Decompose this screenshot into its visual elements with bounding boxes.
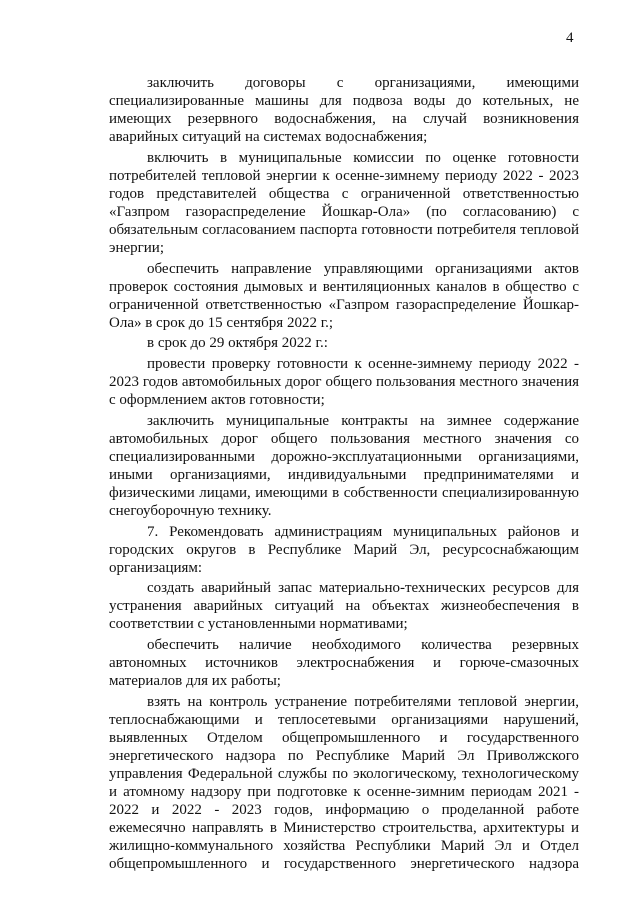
paragraph: провести проверку готовности к осенне-зимнему периоду 2022 - 2023 годов автомобильных дорог общего пользования местного значения с оформлением актов готовности; — [109, 355, 579, 409]
paragraph: создать аварийный запас материально-технических ресурсов для устранения аварийных ситуаций на объектах жизнеобеспечения в соответствии с установленными нормативами; — [109, 580, 579, 633]
page-number: 4 — [566, 30, 574, 46]
paragraph: заключить договоры с организациями, имеющими специализированные машины для подвоза воды до котельных, не имеющих резервного водоснабжения, на случай возникновения аварийных ситуаций на системах водоснабжения; — [109, 75, 579, 146]
paragraph: обеспечить наличие необходимого количества резервных автономных источников электроснабжения и горюче-смазочных материалов для их работы; — [109, 636, 579, 690]
paragraph: в срок до 29 октября 2022 г.: — [147, 335, 328, 352]
document-body — [109, 74, 579, 874]
paragraph: включить в муниципальные комиссии по оценке готовности потребителей тепловой энергии к осенне-зимнему периоду 2022 - 2023 годов представителей общества с ограниченной ответственностью «Газпром газораспределение Йошкар-Ола» (по согласованию) с обязательным согласованием паспорта готовности потребителя тепловой энергии; — [109, 149, 579, 257]
paragraph: 7. Рекомендовать администрациям муниципальных районов и городских округов в Республике Марий Эл, ресурсоснабжающим организациям: — [109, 523, 579, 576]
paragraph: взять на контроль устранение потребителями тепловой энергии, теплоснабжающими и теплосетевыми организациями нарушений, выявленных Отделом общепромышленного и государственного энергетического надзора по Республике Марий Эл Приволжского управления Федеральной службы по экологическому, технологическому и атомному надзору при подготовке к осенне-зимним периодам 2021 - 2022 и 2022 - 2023 годов, информацию о проделанной работе ежемесячно направлять в Министерство строительства, архитектуры и жилищно-коммунального хозяйства Республики Марий Эл и Отдел общепромышленного и государственного энергетического надзора — [109, 693, 579, 873]
paragraph: обеспечить направление управляющими организациями актов проверок состояния дымовых и вентиляционных каналов в общество с ограниченной ответственностью «Газпром газораспределение Йошкар-Ола» в срок до 15 сентября 2022 г.; — [109, 260, 579, 331]
paragraph: заключить муниципальные контракты на зимнее содержание автомобильных дорог общего пользования местного значения со специализированными дорожно-эксплуатационными организациями, иными организациями, индивидуальными предпринимателями и физическими лицами, имеющими в собственности специализированную снегоуборочную технику. — [109, 412, 579, 520]
